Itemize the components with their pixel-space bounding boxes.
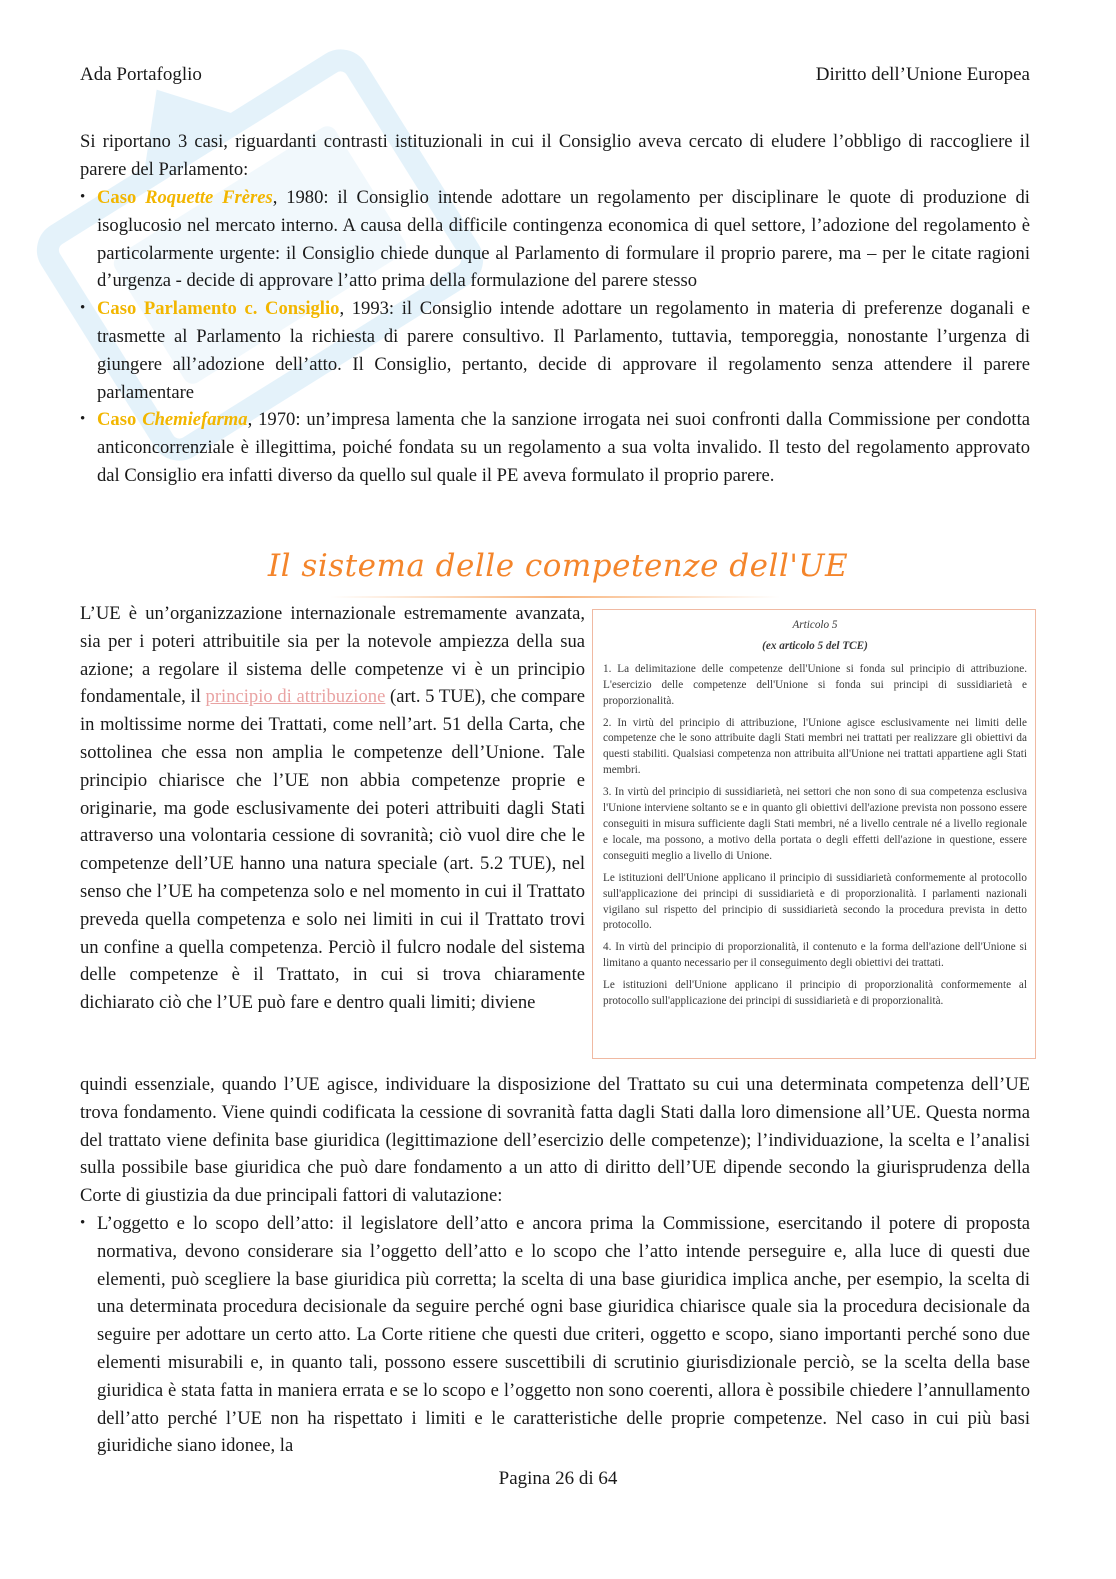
list-item: • Caso Roquette Frères, 1980: il Consiglio intende adottare un regolamento per disciplinare le quote di produzione di isoglucosio nel mercato interno. A causa della difficile contingenza economica di quel settore, l’adozione del regolamento è particolarmente urgente: il Consiglio chiede dunque al Parlamento di formulare il proprio parere, ma – per le citate ragioni d’urgenza - decide di approvare l’atto prima della formulazione del parere stesso [80, 184, 1030, 295]
criteria-list [80, 1210, 1030, 1460]
article-paragraph: 2. In virtù del principio di attribuzione, l'Unione agisce esclusivamente nei limiti delle competenze che le sono attribuite dagli Stati membri nei trattati per realizzare gli obiettivi da questi stabiliti. Qualsiasi competenza non attribuita all'Unione nei trattati appartiene agli Stati membri. [603, 716, 1027, 777]
article-title: Articolo 5 [792, 619, 838, 631]
title-underline [330, 596, 780, 598]
attribution-principle-link[interactable]: principio di attribuzione [205, 686, 386, 708]
list-item: • Caso Parlamento c. Consiglio, 1993: il Consiglio intende adottare un regolamento in materia di preferenze doganali e trasmette al Parlamento la richiesta di parere consultivo. Il Parlamento, tuttavia, temporeggia, nonostante l’urgenza di giungere all’adozione dell’atto. Il Consiglio, pertanto, decide di approvare il regolamento senza attendere il parere parlamentare [80, 295, 1030, 406]
article-paragraph: Le istituzioni dell'Unione applicano il principio di sussidiarietà conformemente al protocollo sull'applicazione dei principi di sussidiarietà e di proporzionalità. I parlamenti nazionali vigilano sul rispetto del principio di sussidiarietà secondo la procedura prevista in detto protocollo. [603, 871, 1027, 932]
header-author: Ada Portafoglio [80, 64, 202, 85]
case-label: Caso Roquette Frères [97, 187, 273, 208]
article-paragraph: Le istituzioni dell'Unione applicano il principio di proporzionalità conformemente al protocollo sull'applicazione dei principi di sussidiarietà e di proporzionalità. [603, 979, 1027, 1008]
competences-paragraph: L’UE è un’organizzazione internazionale estremamente avanzata, sia per i poteri attribuitile sia per la notevole ampiezza della sua azione; a regolare il sistema delle competenze vi è un principio fondamentale, il principio di attribuzione (art. 5 TUE), che compare in moltissime norme dei Trattati, come nell’art. 51 della Carta, che sottolinea che essa non amplia le competenze dell’Unione. Tale principio chiarisce che l’UE non abbia competenze proprie e originarie, ma gode esclusivamente dei poteri attribuiti dagli Stati attraverso una volontaria cessione di sovranità; ciò vuol dire che le competenze dell’UE hanno una natura speciale (art. 5.2 TUE), nel senso che l’UE ha competenza solo e nel momento in cui il Trattato preveda quella competenza e solo nei limiti in cui il Trattato trovi un confine a quella competenza. Perciò il fulcro nodale del sistema delle competenze è il Trattato, in cui si trova chiaramente dichiarato ciò che l’UE può fare e dentro quali limiti; diviene [80, 603, 585, 1014]
header-course: Diritto dell’Unione Europea [815, 64, 1030, 85]
list-item: • L’oggetto e lo scopo dell’atto: il legislatore dell’atto e ancora prima la Commissione, esercitando il potere di proposta normativa, devono considerare sia l’oggetto dell’atto e lo scopo che l’atto intende perseguire e, alla luce di questi due elementi, può scegliere la base giuridica più corretta; la scelta di una base giuridica implica anche, per esempio, la scelta di una determinata procedura decisionale da seguire perché ogni base giuridica chiarisce quale sia la procedura decisionale da seguire per adottare un certo atto. La Corte ritiene che questi due criteri, oggetto e scopo, siano importanti perché sono due elementi misurabili e, in quanto tali, possono essere suscettibili di scrutinio giurisdizionale perciò, se la scelta della base giuridica è stata fatta in maniera errata e se lo scopo e l’oggetto non sono coerenti, allora è possibile chiedere l’annullamento dell’atto perché l’UE non ha rispettato i limiti e le caratteristiche delle proprie competenze. Nel caso in cui più basi giuridiche siano idonee, la [80, 1210, 1030, 1460]
section-title: Il sistema delle competenze dell'UE [267, 548, 849, 584]
list-item: • Caso Chemiefarma, 1970: un’impresa lamenta che la sanzione irrogata nei suoi confronti dalla Commissione per condotta anticoncorrenziale è illegittima, poiché fondata su un regolamento a sua volta invalido. Il testo del regolamento approvato dal Consiglio era infatti diverso da quello sul quale il PE aveva formulato il proprio parere. [80, 406, 1030, 489]
article-subtitle: (ex articolo 5 del TCE) [762, 639, 868, 652]
article-5-box [592, 609, 1036, 1059]
article-paragraph: 1. La delimitazione delle competenze dell'Unione si fonda sul principio di attribuzione. L'esercizio delle competenze dell'Unione si fonda sui principi di sussidiarietà e proporzionalità. [603, 662, 1027, 707]
case-label: Caso Chemiefarma [97, 409, 248, 431]
page-number: Pagina 26 di 64 [498, 1468, 618, 1489]
article-paragraph: 4. In virtù del principio di proporzionalità, il contenuto e la forma dell'azione dell'Unione si limitano a quanto necessario per il conseguimento degli obiettivi dei trattati. [603, 941, 1027, 970]
cases-list [80, 184, 1030, 490]
article-paragraph: 3. In virtù del principio di sussidiarietà, nei settori che non sono di sua competenza esclusiva l'Unione interviene soltanto se e in quanto gli obiettivi dell'azione prevista non possono essere conseguiti in misura sufficiente dagli Stati membri, né a livello centrale né a livello regionale e locale, ma possono, a motivo della portata o degli effetti dell'azione in questione, essere conseguiti meglio a livello di Unione. [603, 786, 1027, 862]
case-label: Caso Parlamento c. Consiglio [97, 298, 340, 320]
intro-paragraph: Si riportano 3 casi, riguardanti contrasti istituzionali in cui il Consiglio aveva cercato di eludere l’obbligo di raccogliere il parere del Parlamento: [80, 131, 1030, 180]
continuation-paragraph: quindi essenziale, quando l’UE agisce, individuare la disposizione del Trattato su cui una determinata competenza dell’UE trova fondamento. Viene quindi codificata la cessione di sovranità fatta dagli Stati dalla loro dimensione all’UE. Questa norma del trattato viene definita base giuridica (legittimazione dell’esercizio delle competenze); l’individuazione, la scelta e l’analisi sulla possibile base giuridica che può dare fondamento a un atto di diritto dell’UE dipende secondo la giurisprudenza della Corte di giustizia da due principali fattori di valutazione: [80, 1074, 1030, 1207]
